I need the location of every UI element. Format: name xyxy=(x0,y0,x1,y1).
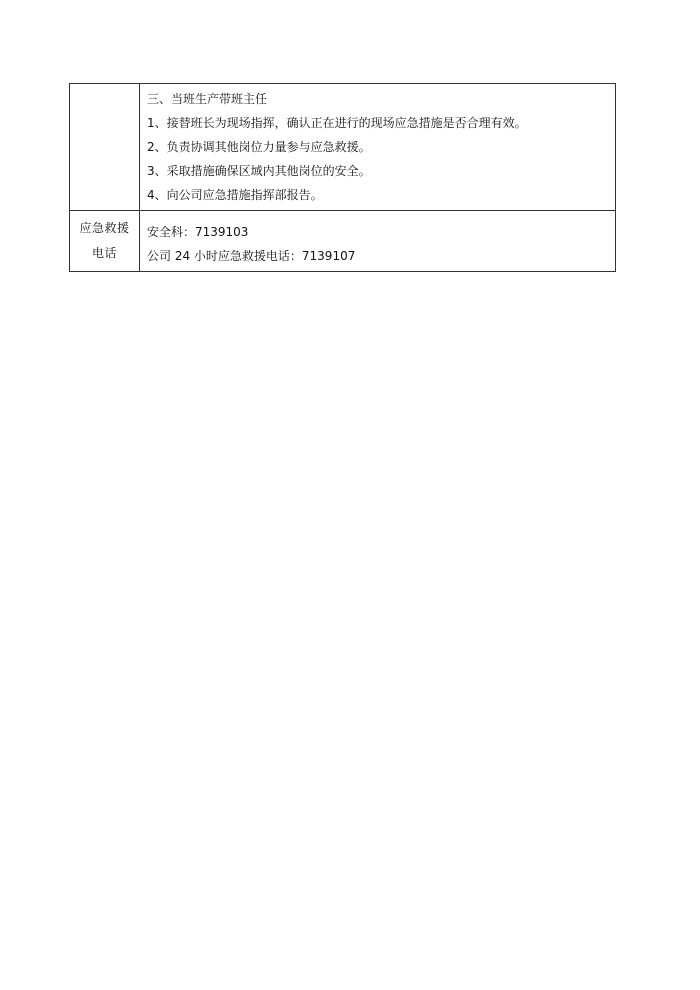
section-heading: 三、当班生产带班主任 xyxy=(147,92,268,106)
emergency-duty-table xyxy=(69,83,616,272)
duty-item-3: 3、采取措施确保区域内其他岗位的安全。 xyxy=(147,164,371,178)
safety-dept-phone: 安全科：7139103 xyxy=(147,225,249,239)
emergency-phone-label-line-2: 电话 xyxy=(91,246,117,260)
duty-item-4: 4、向公司应急措施指挥部报告。 xyxy=(147,188,323,202)
duty-content-cell xyxy=(140,84,616,211)
table-row-shift-supervisor xyxy=(70,84,616,211)
table-row-emergency-phone xyxy=(70,211,616,272)
phone-content-cell xyxy=(140,211,616,272)
duty-item-2: 2、负责协调其他岗位力量参与应急救援。 xyxy=(147,140,371,154)
emergency-phone-label-cell xyxy=(70,211,140,272)
emergency-phone-label-line-1: 应急救援 xyxy=(79,221,130,235)
row-label-cell-empty xyxy=(70,84,140,211)
company-24h-phone: 公司 24 小时应急救援电话：7139107 xyxy=(147,249,356,263)
duty-item-1: 1、接替班长为现场指挥，确认正在进行的现场应急措施是否合理有效。 xyxy=(147,116,527,130)
